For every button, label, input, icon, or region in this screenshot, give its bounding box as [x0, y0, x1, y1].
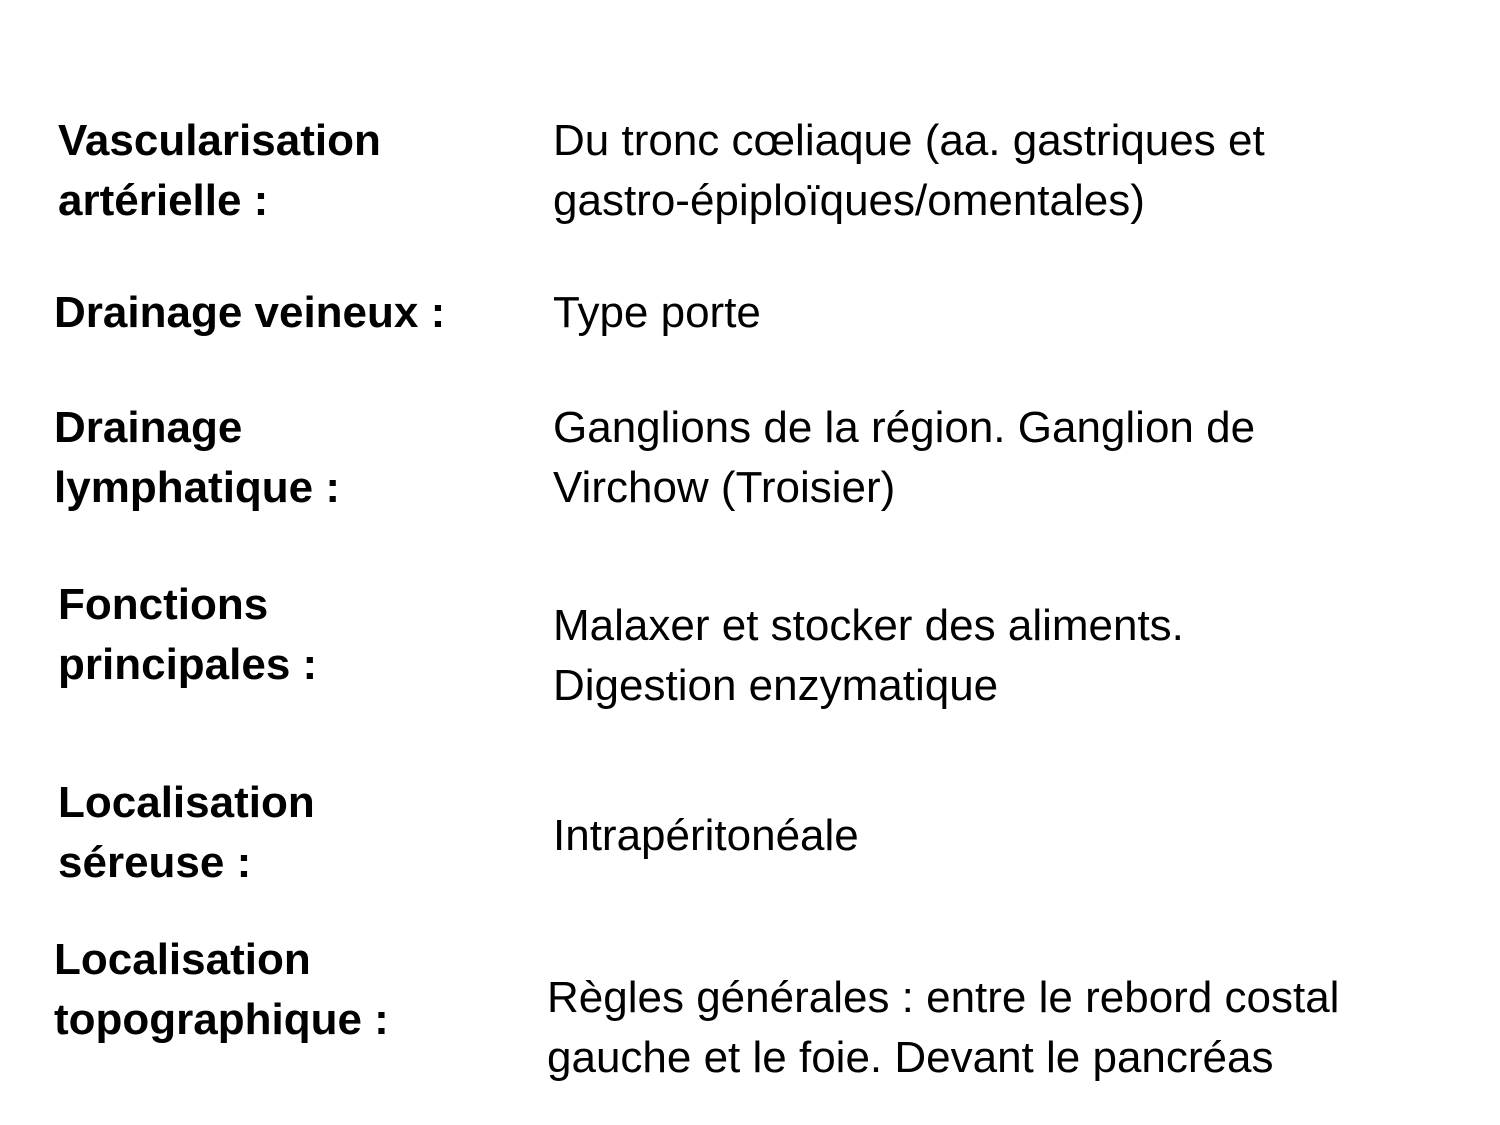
label-line: topographique : [54, 995, 389, 1044]
value-line: Du tronc cœliaque (aa. gastriques et [553, 116, 1265, 165]
row-value-localisation-topographique [547, 968, 1339, 1088]
row-value-drainage-veineux [553, 283, 761, 343]
label-line: Localisation [54, 935, 311, 984]
row-label-fonctions-principales [58, 575, 317, 695]
value-line: Ganglions de la région. Ganglion de [553, 403, 1256, 452]
value-line: Digestion enzymatique [553, 661, 999, 710]
row-label-localisation-topographique [54, 930, 389, 1050]
label-line: Drainage [54, 403, 243, 452]
value-line: gauche et le foie. Devant le pancréas [547, 1033, 1274, 1082]
value-line: Règles générales : entre le rebord costal [547, 973, 1340, 1022]
row-value-vascularisation-arterielle [553, 111, 1265, 231]
row-value-localisation-sereuse [553, 806, 859, 866]
row-label-drainage-lymphatique [54, 398, 340, 518]
label-line: Drainage veineux : [54, 288, 446, 337]
label-line: Vascularisation [58, 116, 381, 165]
row-label-localisation-sereuse [58, 773, 315, 893]
label-line: artérielle : [58, 176, 269, 225]
label-line: séreuse : [58, 838, 252, 887]
row-value-fonctions-principales [553, 596, 1184, 716]
label-line: Localisation [58, 778, 315, 827]
value-line: Intrapéritonéale [553, 811, 859, 860]
value-line: Malaxer et stocker des aliments. [553, 601, 1184, 650]
value-line: gastro-épiploïques/omentales) [553, 176, 1145, 225]
row-label-vascularisation-arterielle [58, 111, 381, 231]
value-line: Type porte [553, 288, 761, 337]
value-line: Virchow (Troisier) [553, 463, 896, 512]
label-line: lymphatique : [54, 463, 341, 512]
label-line: principales : [58, 640, 318, 689]
row-label-drainage-veineux [54, 283, 445, 343]
label-line: Fonctions [58, 580, 269, 629]
row-value-drainage-lymphatique [553, 398, 1255, 518]
